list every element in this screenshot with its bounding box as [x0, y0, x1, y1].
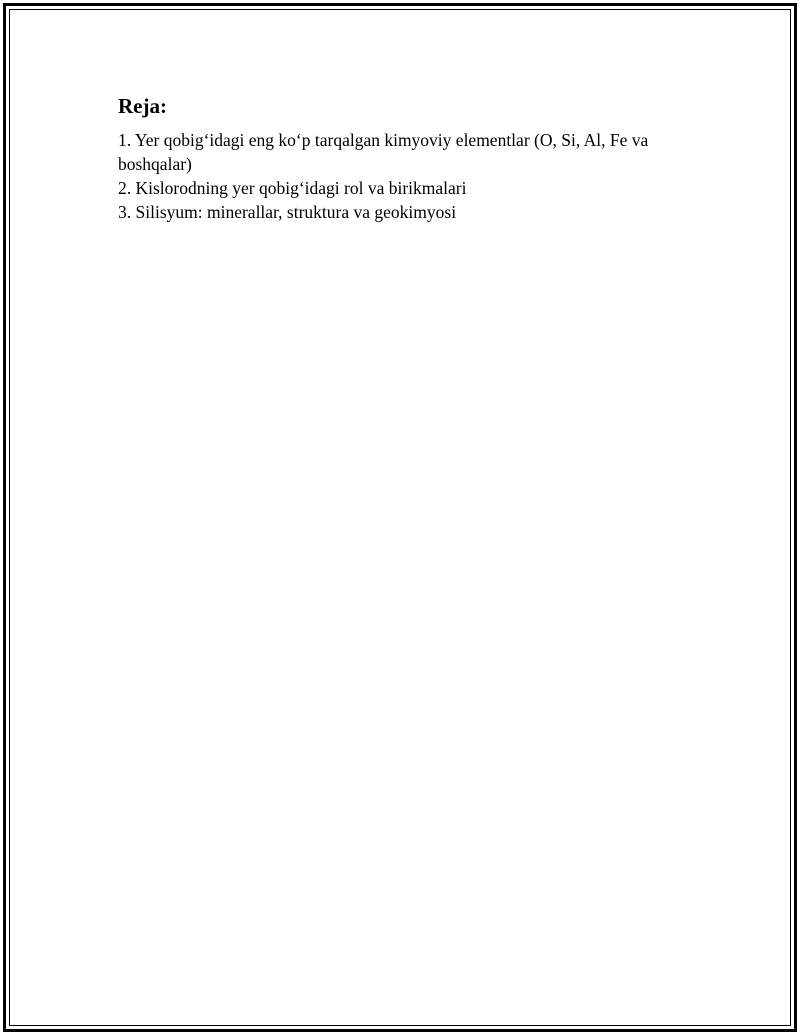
plan-list: [118, 128, 698, 224]
plan-item-3: 3. Silisyum: minerallar, struktura va geokimyosi: [118, 202, 457, 222]
plan-item-2: 2. Kislorodning yer qobig‘idagi rol va birikmalari: [118, 178, 467, 198]
plan-item-1: 1. Yer qobig‘idagi eng ko‘p tarqalgan kimyoviy elementlar (O, Si, Al, Fe va boshqalar): [118, 130, 649, 174]
plan-heading: Reja:: [118, 94, 167, 118]
page-content: [118, 92, 698, 224]
